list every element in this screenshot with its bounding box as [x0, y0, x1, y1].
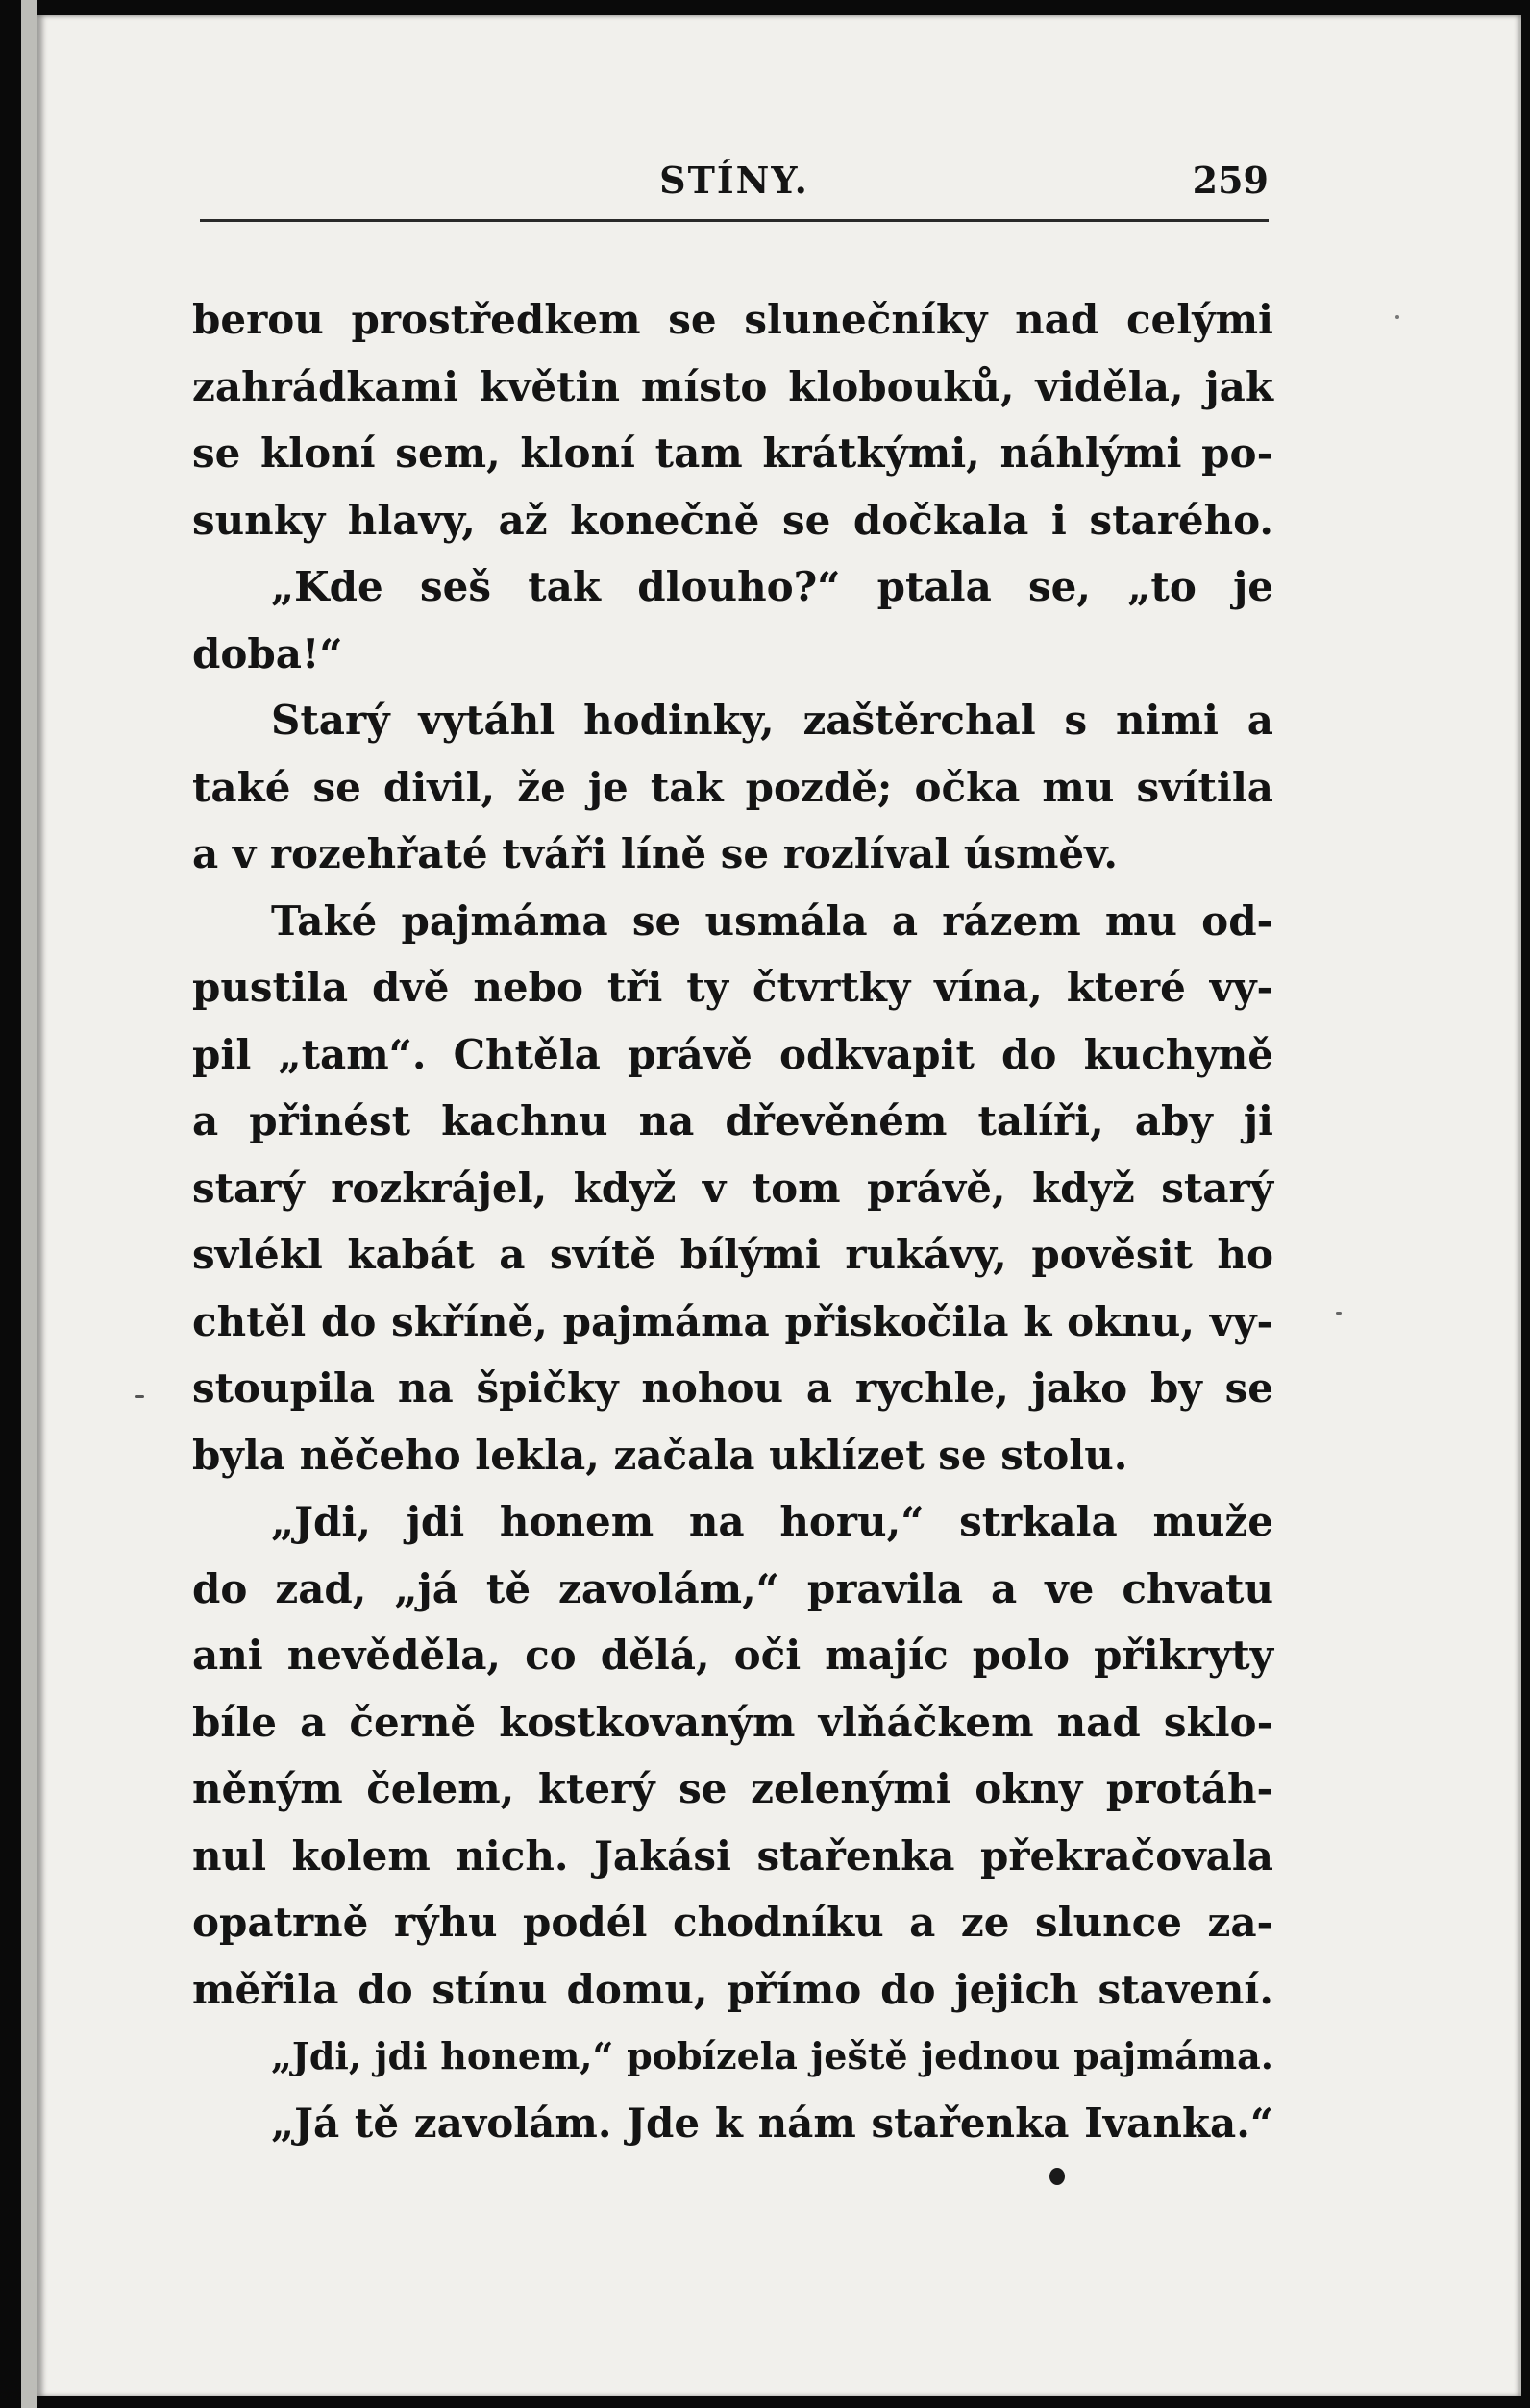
ink-speck [1395, 315, 1399, 319]
text-line: stoupila na špičky nohou a rychle, jako by se [192, 1364, 1273, 1412]
ink-speck [135, 1395, 144, 1398]
text-line: „Já tě zavolám. Jde k nám stařenka Ivanka.“ [271, 2099, 1273, 2147]
text-line: zahrádkami květin místo klobouků, viděla, jak [192, 362, 1273, 410]
text-line: do zad, „já tě zavolám,“ pravila a ve chvatu [192, 1564, 1273, 1612]
text-line: Starý vytáhl hodinky, zaštěrchal s nimi a [271, 697, 1273, 744]
text-line: také se divil, že je tak pozdě; očka mu svítila [192, 763, 1273, 811]
text-line: „Jdi, jdi honem na horu,“ strkala muže [271, 1498, 1273, 1545]
text-line: berou prostředkem se slunečníky nad celými [192, 296, 1273, 343]
text-line: pil „tam“. Chtěla právě odkvapit do kuchyně [192, 1030, 1273, 1078]
text-line: Také pajmáma se usmála a rázem mu od- [271, 897, 1273, 945]
page-number: 259 [1192, 159, 1269, 202]
running-title: STÍNY. [659, 159, 809, 202]
text-line: a přinést kachnu na dřevěném talíři, aby ji [192, 1097, 1273, 1144]
text-line: se kloní sem, kloní tam krátkými, náhlými po- [192, 430, 1273, 477]
body-text [192, 286, 1273, 2156]
text-line: starý rozkrájel, když v tom právě, když starý [192, 1164, 1273, 1212]
text-line: „Kde seš tak dlouho?“ ptala se, „to je [271, 563, 1273, 610]
text-line: bíle a černě kostkovaným vlňáčkem nad sklo- [192, 1698, 1273, 1746]
header-rule [200, 219, 1269, 222]
text-line: doba!“ [192, 629, 343, 677]
text-line: byla něčeho lekla, začala uklízet se stolu. [192, 1431, 1128, 1479]
text-line: pustila dvě nebo tři ty čtvrtky vína, které vy- [192, 964, 1273, 1011]
text-line: „Jdi, jdi honem,“ pobízela ještě jednou pajmáma. [271, 2034, 1273, 2077]
text-line: opatrně rýhu podél chodníku a ze slunce za- [192, 1899, 1273, 1946]
text-line: měřila do stínu domu, přímo do jejich stavení. [192, 1965, 1273, 2013]
text-line: chtěl do skříně, pajmáma přiskočila k oknu, vy- [192, 1297, 1273, 1345]
text-line: něným čelem, který se zelenými okny protáh- [192, 1765, 1273, 1812]
text-line: sunky hlavy, až konečně se dočkala i starého. [192, 496, 1273, 544]
text-line: nul kolem nich. Jakási stařenka překračovala [192, 1831, 1273, 1880]
text-line: a v rozehřaté tváři líně se rozlíval úsměv. [192, 830, 1118, 877]
text-line: ani nevěděla, co dělá, oči majíc polo přikryty [192, 1632, 1273, 1679]
running-head [200, 159, 1269, 209]
text-line: svlékl kabát a svítě bílými rukávy, pověsit ho [192, 1231, 1273, 1278]
page-edge [21, 0, 37, 2408]
ink-blot [1049, 2168, 1065, 2185]
ink-speck [1336, 1312, 1342, 1315]
